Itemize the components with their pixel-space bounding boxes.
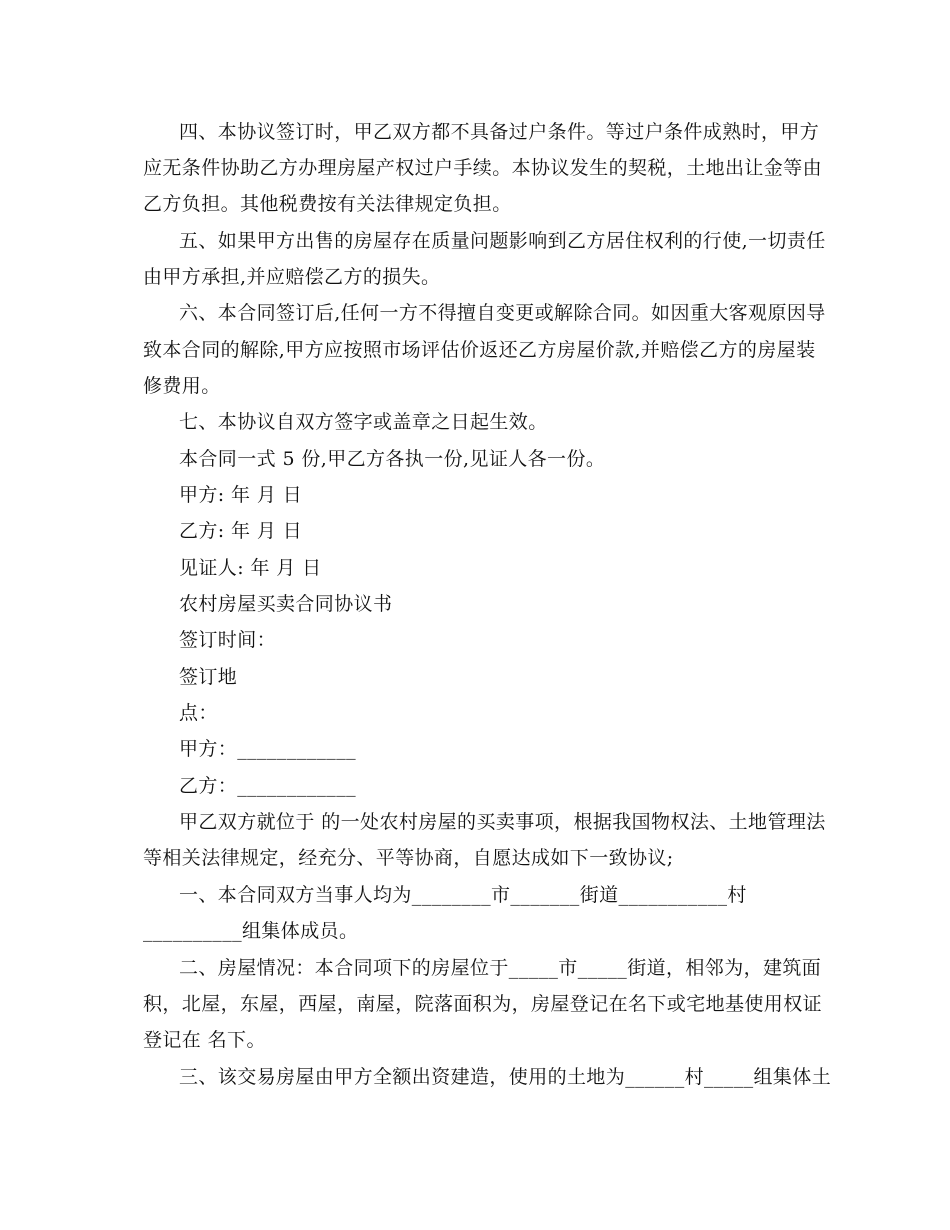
sign-place-field-cont: 点：: [179, 702, 218, 724]
paragraph-line: 二、房屋情况：本合同项下的房屋位于_____市_____街道，相邻为，建筑面: [179, 957, 822, 979]
signature-line-party-b: 乙方: 年 月 日: [179, 520, 303, 542]
paragraph-line: 乙方负担。其他税费按有关法律规定负担。: [143, 193, 512, 215]
paragraph-line: 致本合同的解除,甲方应按照市场评估价返还乙方房屋价款,并赔偿乙方的房屋装: [143, 339, 816, 361]
party-a-field: 甲方：____________: [179, 738, 357, 760]
contract-title: 农村房屋买卖合同协议书: [179, 593, 393, 615]
signature-line-party-a: 甲方: 年 月 日: [179, 484, 303, 506]
paragraph-line: __________组集体成员。: [143, 920, 359, 942]
paragraph-line: 三、该交易房屋由甲方全额出资建造，使用的土地为______村_____组集体土: [179, 1066, 832, 1088]
paragraph-line: 登记在 名下。: [143, 1029, 266, 1051]
paragraph-line: 一、本合同双方当事人均为________市_______街道___________村: [179, 884, 747, 906]
paragraph-line: 由甲方承担,并应赔偿乙方的损失。: [143, 266, 441, 288]
party-b-field: 乙方：____________: [179, 775, 357, 797]
sign-time-field: 签订时间：: [179, 629, 277, 651]
signature-line-witness: 见证人: 年 月 日: [179, 557, 322, 579]
paragraph-line: 积，北屋，东屋，西屋，南屋，院落面积为，房屋登记在名下或宅地基使用权证: [143, 993, 823, 1015]
paragraph-line: 甲乙双方就位于 的一处农村房屋的买卖事项，根据我国物权法、土地管理法: [179, 811, 826, 833]
paragraph-line: 等相关法律规定，经充分、平等协商，自愿达成如下一致协议;: [143, 847, 674, 869]
paragraph-line: 七、本协议自双方签字或盖章之日起生效。: [179, 411, 548, 433]
paragraph-line: 五、如果甲方出售的房屋存在质量问题影响到乙方居住权利的行使,一切责任: [179, 230, 826, 252]
paragraph-line: 应无条件协助乙方办理房屋产权过户手续。本协议发生的契税，土地出让金等由: [143, 157, 823, 179]
paragraph-line: 六、本合同签订后,任何一方不得擅自变更或解除合同。如因重大客观原因导: [179, 302, 826, 324]
sign-place-field: 签订地: [179, 666, 238, 688]
paragraph-line: 修费用。: [143, 375, 221, 397]
paragraph-line: 四、本协议签订时，甲乙双方都不具备过户条件。等过户条件成熟时，甲方: [179, 121, 820, 143]
paragraph-line: 本合同一式 5 份,甲乙方各执一份,见证人各一份。: [179, 448, 606, 470]
